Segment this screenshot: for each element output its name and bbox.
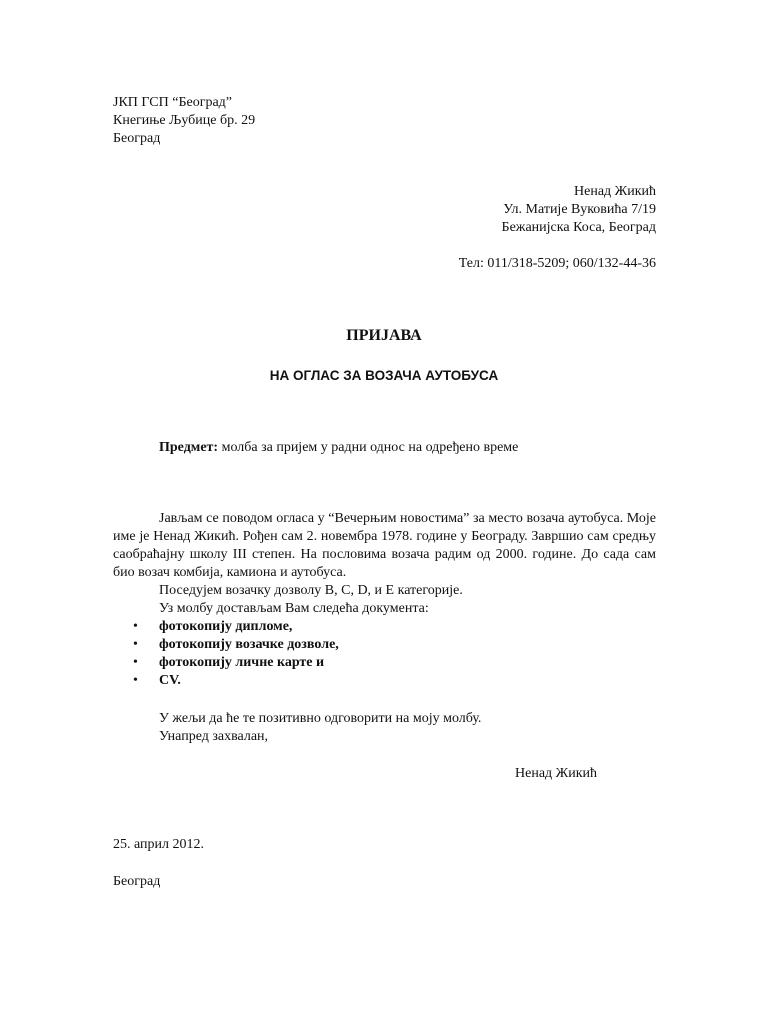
- list-item-text: фотокопију дипломе,: [159, 619, 293, 634]
- subject-text: молба за пријем у радни однос на одређено време: [221, 440, 519, 455]
- recipient-city: Београд: [113, 131, 161, 146]
- applicant-street: Ул. Матије Вуковића 7/19: [503, 202, 656, 217]
- document-subtitle: НА ОГЛАС ЗА ВОЗАЧА АУТОБУСА: [269, 368, 499, 383]
- documents-list: [113, 618, 656, 690]
- subject-label: Предмет:: [159, 440, 219, 455]
- recipient-address: [113, 94, 413, 148]
- applicant-name: Ненад Жикић: [574, 184, 656, 199]
- list-item-text: CV.: [159, 673, 181, 688]
- closing-sentence: У жељи да ће те позитивно одговорити на мoју молбу.: [159, 711, 482, 726]
- letter-place: Београд: [113, 874, 161, 889]
- list-item: [113, 636, 656, 654]
- documents-intro: Уз молбу достављам Вам следећа документа:: [159, 601, 429, 616]
- list-item-text: фотокопију личне карте и: [159, 655, 325, 670]
- applicant-area: Бежанијска Коса, Београд: [501, 220, 656, 235]
- recipient-street: Кнегиње Љубице бр. 29: [113, 113, 256, 128]
- license-line: Поседујем возачку дозволу B, C, D, и E категорије.: [159, 583, 463, 598]
- subject-line: [159, 439, 659, 457]
- applicant-phone: Тел: 011/318-5209; 060/132-44-36: [458, 256, 656, 271]
- bullet-icon: •: [133, 655, 138, 670]
- bullet-icon: •: [133, 673, 138, 688]
- document-title: ПРИЈАВА: [346, 327, 422, 344]
- applicant-address: [336, 183, 656, 237]
- bullet-icon: •: [133, 619, 138, 634]
- list-item: [113, 672, 656, 690]
- signature-name: Ненад Жикић: [515, 766, 597, 781]
- recipient-name: ЈКП ГСП “Београд”: [113, 95, 233, 110]
- body-paragraph: Јављам се поводом огласа у “Вечерњим новостима” за место возача аутобуса. Моје име је Ненад Жикић. Рођен сам 2. новембра 1978. године у Београду. Завршио сам средњу саобраћајну школу III степен. На пословима возача радим од 2000. године. До сада сам био возач комбија, камиона и аутобуса.: [113, 511, 656, 580]
- list-item-text: фотокопију возачке дозволе,: [159, 637, 339, 652]
- bullet-icon: •: [133, 637, 138, 652]
- closing-block: [159, 710, 609, 746]
- closing-salutation: Унапред захвалан,: [159, 729, 269, 744]
- letter-body: [113, 510, 656, 690]
- list-item: [113, 654, 656, 672]
- list-item: [113, 618, 656, 636]
- letter-date: 25. април 2012.: [113, 837, 204, 852]
